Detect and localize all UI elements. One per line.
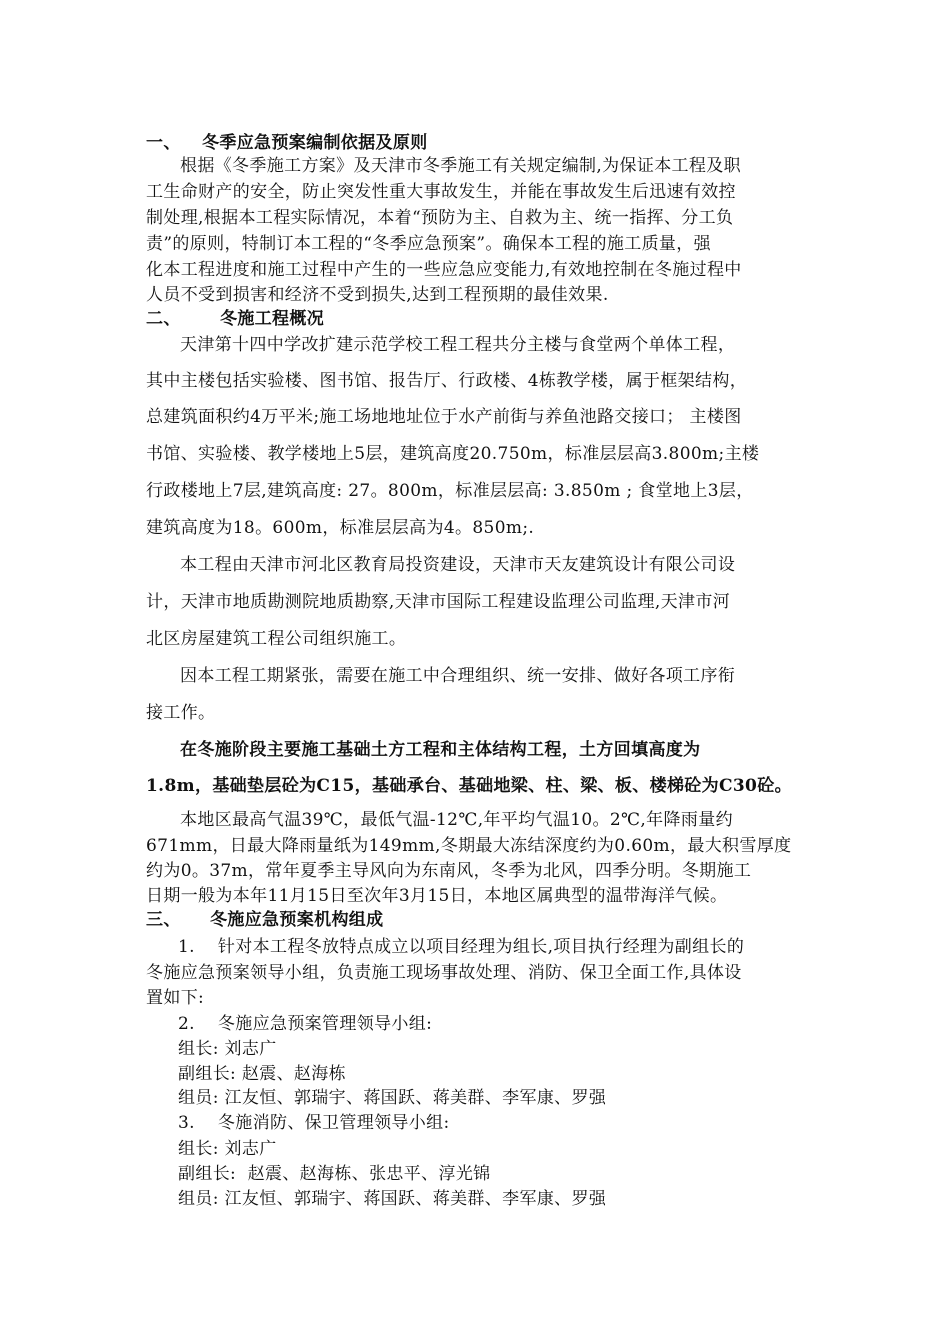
section-1-number: 一、 xyxy=(146,133,181,153)
section-1-heading xyxy=(146,128,826,153)
s2-p1-line-4: 书馆、实验楼、教学楼地上5层，建筑高度20.750m，标准层层高3.800m;主楼 xyxy=(146,444,760,464)
s1-line-2: 工生命财产的安全，防止突发性重大事故发生，并能在事故发生后迅速有效控 xyxy=(146,182,736,202)
s3-item3-members: 组员: 江友恒、郭瑞宇、蒋国跃、蒋美群、李军康、罗强 xyxy=(178,1189,607,1209)
s3-item3-deputy: 副组长: 赵震、赵海栋、张忠平、淳光锦 xyxy=(178,1164,491,1184)
s2-bold-line-2: 1.8m，基础垫层砼为C15，基础承台、基础地梁、柱、梁、板、楼梯砼为C30砼。 xyxy=(146,776,792,796)
s2-p4-line-2: 671mm，日最大降雨量纸为149mm,冬期最大冻结深度约为0.60m，最大积雪厚度 xyxy=(146,836,792,856)
s2-p1-line-6: 建筑高度为18。600m，标准层层高为4。850m;. xyxy=(146,518,535,538)
s3-item3-title: 3. 冬施消防、保卫管理领导小组: xyxy=(178,1113,450,1133)
section-2-heading xyxy=(146,304,826,329)
section-1-title: 冬季应急预案编制依据及原则 xyxy=(202,133,428,153)
section-3-heading xyxy=(146,905,826,930)
s2-p4-line-3: 约为0。37m，常年夏季主导风向为东南风，冬季为北风，四季分明。冬期施工 xyxy=(146,861,752,881)
s1-line-1: 根据《冬季施工方案》及天津市冬季施工有关规定编制,为保证本工程及职 xyxy=(180,156,741,176)
s2-p1-line-1: 天津第十四中学改扩建示范学校工程工程共分主楼与食堂两个单体工程， xyxy=(180,335,736,355)
s3-item2-members: 组员: 江友恒、郭瑞宇、蒋国跃、蒋美群、李军康、罗强 xyxy=(178,1088,607,1108)
s3-item1-line-2: 冬施应急预案领导小组，负责施工现场事故处理、消防、保卫全面工作,具体设 xyxy=(146,963,742,983)
s2-p2-line-1: 本工程由天津市河北区教育局投资建设，天津市天友建筑设计有限公司设 xyxy=(180,555,736,575)
s3-item2-leader: 组长: 刘志广 xyxy=(178,1039,277,1059)
s2-p1-line-3: 总建筑面积约4万平米;施工场地地址位于水产前街与养鱼池路交接口； 主楼图 xyxy=(146,407,742,427)
s1-line-4: 责”的原则，特制订本工程的“冬季应急预案”。确保本工程的施工质量，强 xyxy=(146,234,711,254)
section-3-title: 冬施应急预案机构组成 xyxy=(210,910,384,930)
s3-item1-line-1: 1. 针对本工程冬放特点成立以项目经理为组长,项目执行经理为副组长的 xyxy=(178,937,745,957)
s2-bold-line-1: 在冬施阶段主要施工基础土方工程和主体结构工程，土方回填高度为 xyxy=(180,740,701,760)
s2-p2-line-3: 北区房屋建筑工程公司组织施工。 xyxy=(146,629,407,649)
s2-p2-line-2: 计，天津市地质勘测院地质勘察,天津市国际工程建设监理公司监理,天津市河 xyxy=(146,592,731,612)
s1-line-6: 人员不受到损害和经济不受到损失,达到工程预期的最佳效果. xyxy=(146,285,609,305)
s3-item2-deputy: 副组长: 赵震、赵海栋 xyxy=(178,1064,346,1084)
s2-p4-line-4: 日期一般为本年11月15日至次年3月15日，本地区属典型的温带海洋气候。 xyxy=(146,886,728,906)
section-2-title: 冬施工程概况 xyxy=(220,309,325,329)
s1-line-3: 制处理,根据本工程实际情况，本着“预防为主、自救为主、统一指挥、分工负 xyxy=(146,208,734,228)
section-3-number: 三、 xyxy=(146,910,181,930)
s3-item3-leader: 组长: 刘志广 xyxy=(178,1139,277,1159)
s3-item2-title: 2. 冬施应急预案管理领导小组: xyxy=(178,1014,433,1034)
s2-p1-line-5: 行政楼地上7层,建筑高度: 27。800m，标准层层高: 3.850m ; 食堂地上3层， xyxy=(146,481,754,501)
s2-p1-line-2: 其中主楼包括实验楼、图书馆、报告厅、行政楼、4栋教学楼，属于框架结构， xyxy=(146,371,748,391)
s1-line-5: 化本工程进度和施工过程中产生的一些应急应变能力,有效地控制在冬施过程中 xyxy=(146,260,742,280)
s2-p3-line-2: 接工作。 xyxy=(146,703,216,723)
s2-p3-line-1: 因本工程工期紧张，需要在施工中合理组织、统一安排、做好各项工序衔 xyxy=(180,666,736,686)
section-2-number: 二、 xyxy=(146,309,181,329)
s2-p4-line-1: 本地区最高气温39℃，最低气温-12℃,年平均气温10。2℃,年降雨量约 xyxy=(180,810,733,830)
s3-item1-line-3: 置如下: xyxy=(146,988,205,1008)
